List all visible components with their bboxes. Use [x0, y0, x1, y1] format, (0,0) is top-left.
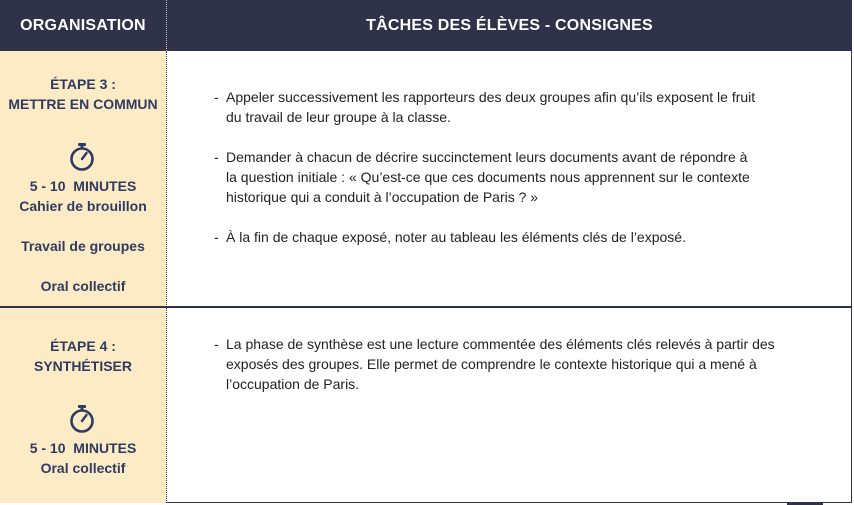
list-item: - Appeler successivement les rapporteurs des deux groupes afin qu’ils exposent le fruit du travail de leur groupe à la classe. — [214, 89, 756, 125]
list-item: - À la fin de chaque exposé, noter au tableau les éléments clés de l’exposé. — [214, 229, 686, 245]
step3-title-line1: ÉTAPE 3 : — [50, 76, 116, 92]
step3-title — [0, 74, 166, 114]
step3-detail-groupwork: Travail de groupes — [21, 238, 145, 254]
step4-title-line2: SYNTHÉTISER — [33, 358, 132, 374]
step3-detail-oral: Oral collectif — [40, 278, 126, 294]
list-item: - La phase de synthèse est une lecture commentée des éléments clés relevés à partir des exposés des groupes. Elle permet de comprendre le contexte historique qui a mené à l’occupation de Paris. — [214, 336, 775, 392]
column-divider — [166, 51, 167, 503]
step3-detail-notebook: Cahier de brouillon — [19, 198, 147, 214]
header-tasks: TÂCHES DES ÉLÈVES - CONSIGNES — [366, 16, 653, 34]
step3-title-line2: METTRE EN COMMUN — [8, 96, 158, 112]
step3-duration: 5 - 10 MINUTES — [29, 178, 137, 194]
step4-detail-oral: Oral collectif — [40, 460, 126, 476]
step4-title — [0, 336, 166, 376]
step3-tasks — [214, 87, 828, 247]
step4-duration: 5 - 10 MINUTES — [29, 440, 137, 456]
row-divider — [0, 306, 852, 308]
step3-details — [0, 176, 166, 296]
stopwatch-icon — [68, 404, 96, 434]
list-item: - Demander à chacun de décrire succinctement leurs documents avant de répondre à la question initiale : « Qu’est-ce que ces documents nous apprennent sur le contexte historique qui a conduit à l’occupation de Paris ? » — [214, 149, 750, 205]
table-header — [0, 0, 852, 51]
step4-details — [0, 438, 166, 478]
stopwatch-icon — [68, 142, 96, 172]
step4-title-line1: ÉTAPE 4 : — [50, 338, 116, 354]
header-organisation: ORGANISATION — [20, 16, 146, 34]
step4-tasks — [214, 334, 828, 394]
